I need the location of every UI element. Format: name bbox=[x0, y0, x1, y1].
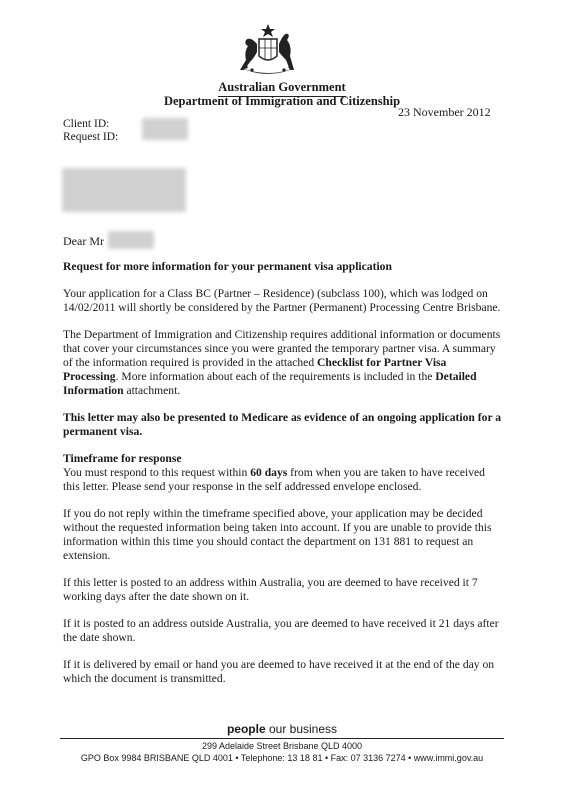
department-name: Department of Immigration and Citizenship bbox=[163, 94, 401, 108]
paragraph-email-hand: If it is delivered by email or hand you are deemed to have received it at the end of the day on which the document is transmitted. bbox=[63, 658, 495, 685]
letter-date: 23 November 2012 bbox=[398, 105, 491, 119]
paragraph-no-reply: If you do not reply within the timeframe specified above, your application may be decided without the requested information being taken into account. If you are unable to provide this information within this time you should contact the department on 131 881 to request an extension. bbox=[63, 507, 492, 562]
text-span: You must respond to this request within bbox=[63, 466, 251, 479]
text-span: attachment. bbox=[123, 384, 181, 397]
subject-line: Request for more information for your permanent visa application bbox=[63, 260, 392, 273]
tagline-rest: our business bbox=[265, 722, 338, 736]
paragraph-within-australia: If this letter is posted to an address within Australia, you are deemed to have received it 7 working days after the date shown on it. bbox=[63, 576, 478, 603]
paragraph-medicare: This letter may also be presented to Medicare as evidence of an ongoing application for a permanent visa. bbox=[63, 411, 502, 438]
government-name: Australian Government bbox=[0, 78, 564, 97]
checklist-reference: Checklist for Partner Visa Processing bbox=[63, 356, 447, 383]
paragraph-requirements bbox=[63, 328, 503, 398]
footer-street-address: 299 Adelaide Street Brisbane QLD 4000 bbox=[201, 741, 363, 751]
letter-body bbox=[63, 260, 503, 699]
client-id-label: Client ID: bbox=[63, 118, 110, 130]
footer-contact-details: GPO Box 9984 BRISBANE QLD 4001 • Telephone: 13 18 81 • Fax: 07 3136 7274 • www.immi.gov.au bbox=[80, 753, 484, 763]
footer-rule bbox=[60, 738, 504, 739]
redacted-address bbox=[62, 168, 186, 212]
paragraph-application: Your application for a Class BC (Partner – Residence) (subclass 100), which was lodged on 14/02/2011 will shortly be considered by the Partner (Permanent) Processing Centre Brisbane. bbox=[63, 287, 501, 314]
text-span: The Department of Immigration and Citizenship requires additional information or documents that cover your circumstances since you were granted the temporary partner visa. A summary of the information required is provided in the attached bbox=[63, 328, 501, 369]
detailed-info-reference: Detailed Information bbox=[63, 370, 477, 397]
paragraph-timeframe bbox=[63, 466, 503, 494]
redacted-ids bbox=[142, 118, 188, 140]
deadline-days: 60 days bbox=[250, 466, 288, 479]
text-span: . More information about each of the requirements is included in the bbox=[115, 370, 436, 383]
request-id-label: Request ID: bbox=[63, 131, 119, 143]
timeframe-heading: Timeframe for response bbox=[63, 452, 182, 465]
identifiers bbox=[63, 118, 118, 144]
footer-tagline bbox=[0, 722, 564, 736]
salutation: Dear Mr bbox=[63, 234, 104, 248]
coat-of-arms-icon bbox=[232, 22, 304, 78]
tagline-bold: people bbox=[226, 722, 266, 736]
text-span: from when you are taken to have received this letter. Please send your response in the self addressed envelope enclosed. bbox=[63, 466, 485, 493]
paragraph-outside-australia: If it is posted to an address outside Australia, you are deemed to have received it 21 days after the date shown. bbox=[63, 617, 499, 644]
redacted-name bbox=[108, 231, 154, 249]
